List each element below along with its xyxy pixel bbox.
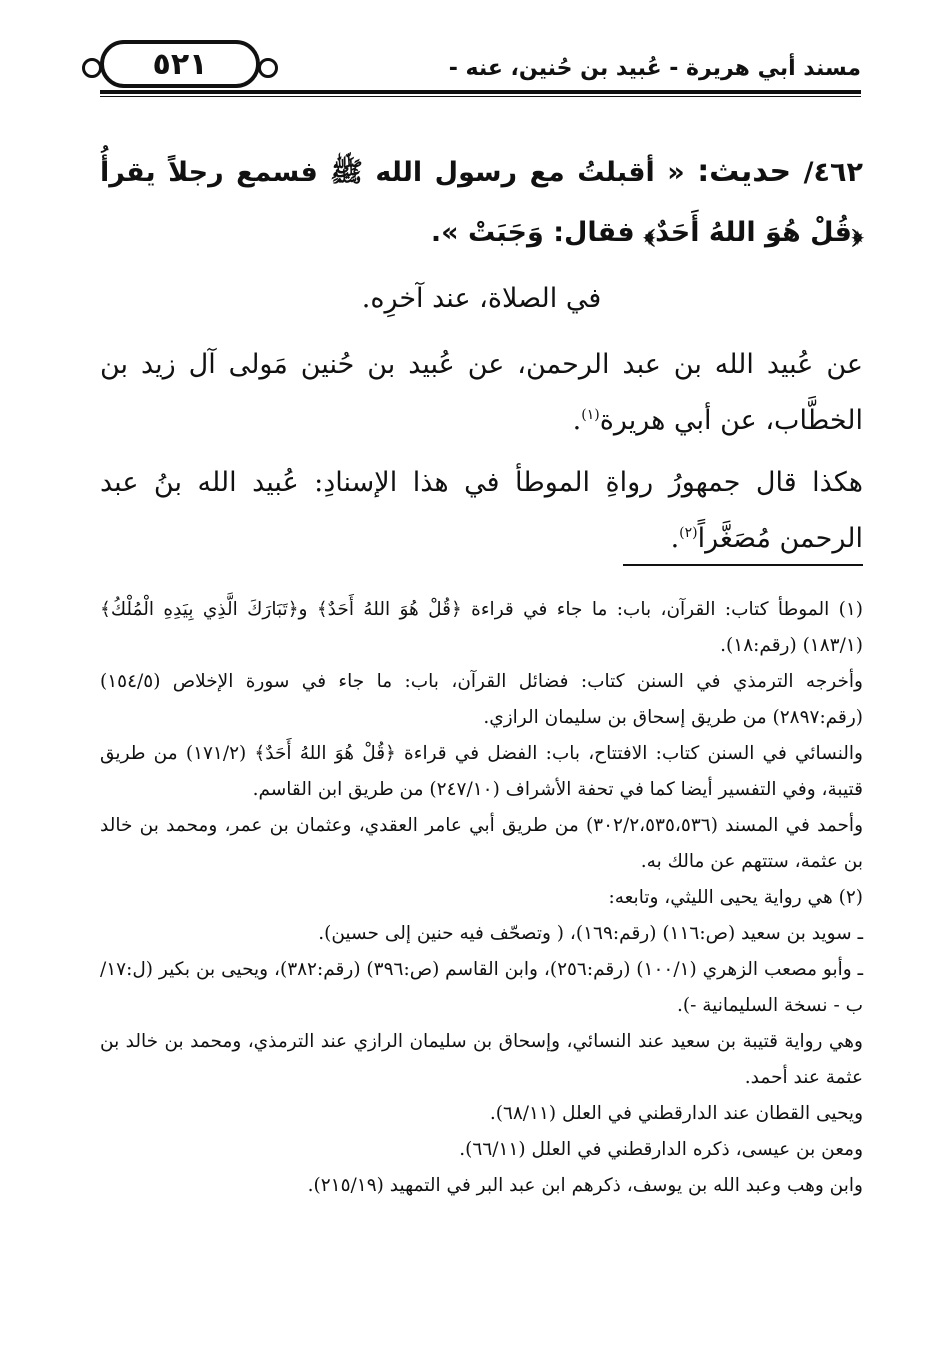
- hadith-location: في الصلاة، عند آخرِه.: [361, 283, 602, 314]
- hadith-label: حديث:: [697, 154, 792, 189]
- footnote-ref-1: (١): [581, 407, 600, 423]
- isnad-text: عن عُبيد الله بن عبد الرحمن، عن عُبيد بن حُنين مَولى آل زيد بن الخطَّاب، عن أبي هريرة: [100, 349, 863, 436]
- footnote-2-line: وهي رواية قتيبة بن سعيد عند النسائي، وإسحاق بن سليمان الرازي عند الترمذي، ومحمد بن خالد بن عثمة عند أحمد.: [100, 1031, 863, 1088]
- isnad-paragraph: عن عُبيد الله بن عبد الرحمن، عن عُبيد بن حُنين مَولى آل زيد بن الخطَّاب، عن أبي هريرة$^{(١)}$.: [100, 349, 863, 436]
- footnote-ref-2: (٢): [679, 525, 698, 541]
- footnote-2-line: ـ وأبو مصعب الزهري (١٠٠/١) (رقم:٢٥٦)، وابن القاسم (ص:٣٩٦) (رقم:٣٨٢)، ويحيى بن بكير (ل:١٧/ب - نسخة السليمانية -).: [100, 959, 863, 1016]
- header-rule: [100, 90, 861, 94]
- page-number: ٥٢١: [100, 40, 260, 88]
- footnote-divider: [623, 564, 863, 566]
- main-text: [100, 142, 863, 567]
- footnote-2-line: (٢) هي رواية يحيى الليثي، وتابعه:: [608, 887, 863, 908]
- comment-paragraph: هكذا قال جمهورُ رواةِ الموطأ في هذا الإسنادِ: عُبيد الله بنُ عبد الرحمن مُصَغَّراً$^{(٢)}$.: [100, 467, 863, 554]
- footnote-2-line: ومعن بن عيسى، ذكره الدارقطني في العلل (٦٦/١١).: [459, 1139, 863, 1160]
- header-rule-thin: [100, 96, 861, 97]
- footnote-1-line: وأحمد في المسند (٣٠٢/٢،٥٣٥،٥٣٦) من طريق أبي عامر العقدي، وعثمان بن عمر، ومحمد بن خالد بن عثمة، ستتهم عن مالك به.: [100, 815, 864, 872]
- footnote-2-line: ـ سويد بن سعيد (ص:١١٦) (رقم:١٦٩)، ( وتصحّف فيه حنين إلى حسين).: [318, 923, 863, 944]
- comment-text: هكذا قال جمهورُ رواةِ الموطأ في هذا الإسنادِ: عُبيد الله بنُ عبد الرحمن مُصَغَّراً: [100, 467, 863, 554]
- hadith-text: [100, 142, 863, 263]
- footnote-2-line: وابن وهب وعبد الله بن يوسف، ذكرهم ابن عبد البر في التمهيد (٢١٥/١٩).: [307, 1175, 863, 1196]
- footnote-1-line: والنسائي في السنن كتاب: الافتتاح، باب: الفضل في قراءة ﴿قُلْ هُوَ اللهُ أَحَدٌ﴾ (١٧١/٢) من طريق قتيبة، وفي التفسير أيضا كما في تحفة الأشراف (٢٤٧/١٠) من طريق ابن القاسم.: [100, 743, 863, 800]
- header-title: مسند أبي هريرة - عُبيد بن حُنين، عنه -: [448, 56, 861, 81]
- footnote-1-line: وأخرجه الترمذي في السنن كتاب: فضائل القرآن، باب: ما جاء في سورة الإخلاص (١٥٤/٥) (رقم:٢٨٩٧) من طريق إسحاق بن سليمان الرازي.: [100, 671, 863, 728]
- footnotes: [100, 592, 863, 1204]
- footnote-1-line: (١) الموطأ كتاب: القرآن، باب: ما جاء في قراءة ﴿قُلْ هُوَ اللهُ أَحَدٌ﴾ و﴿تَبَارَكَ الَّذِي بِيَدِهِ الْمُلْكُ﴾ (١٨٣/١) (رقم:١٨).: [100, 599, 863, 656]
- footnote-2-line: ويحيى القطان عند الدارقطني في العلل (٦٨/١١).: [489, 1103, 863, 1124]
- hadith-number: ٤٦٢/: [803, 157, 863, 188]
- hadith-matn: « أقبلتُ مع رسول الله ﷺ فسمع رجلاً يقرأُ ﴿قُلْ هُوَ اللهُ أَحَدٌ﴾ فقال: وَجَبَتْ ».: [100, 157, 863, 248]
